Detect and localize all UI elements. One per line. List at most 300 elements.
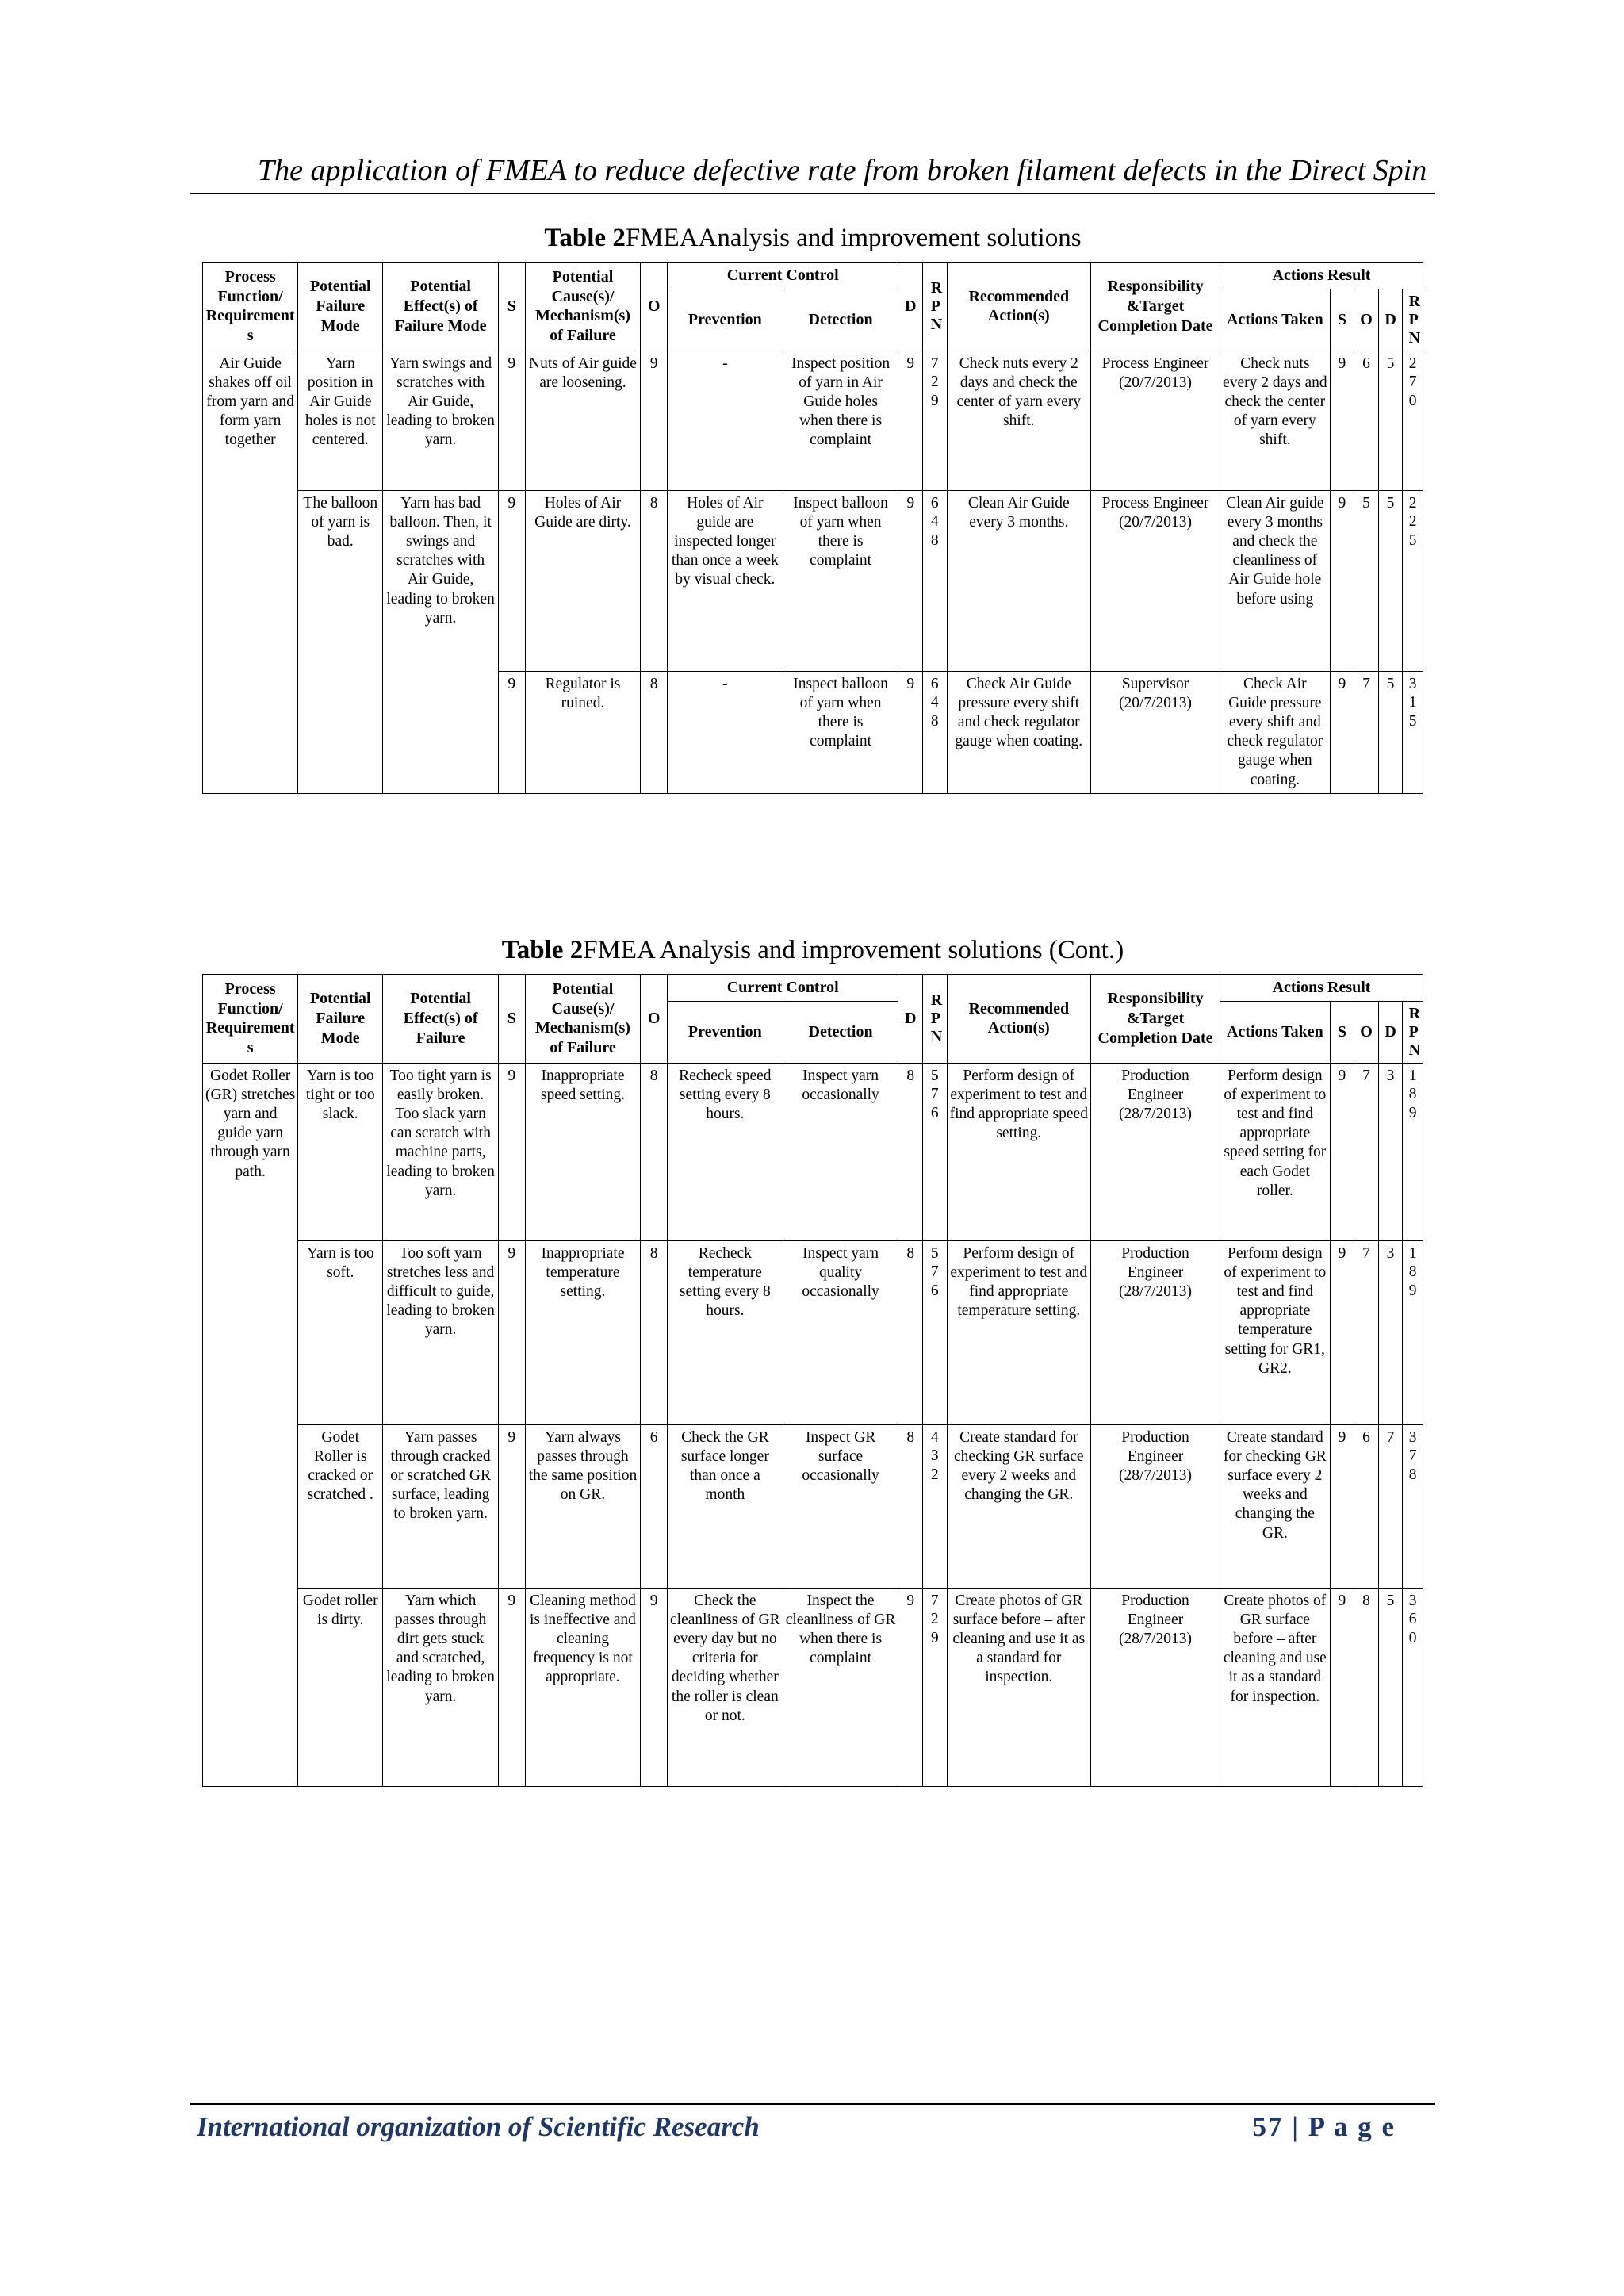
col-header-failure-mode (298, 263, 383, 351)
col-header-detection-text: Detection (808, 310, 873, 328)
col-header-responsibility (1090, 263, 1220, 351)
cause-cell (525, 1063, 641, 1240)
rpn-cell-text: 432 (930, 1428, 939, 1483)
result-rpn-cell (1403, 490, 1423, 671)
result-detection-cell (1378, 1588, 1403, 1786)
process-function-cell (203, 351, 298, 793)
detection-cell-text: Inspect position of yarn in Air Guide holes when there is complaint (791, 355, 891, 449)
col-header-effect (383, 263, 499, 351)
rpn-cell-text: 729 (930, 355, 939, 409)
failure-effect-cell (383, 1240, 499, 1424)
severity-cell-text: 9 (508, 1244, 516, 1262)
result-occurrence-cell-text: 5 (1362, 494, 1370, 512)
prevention-cell (667, 1424, 783, 1588)
col-header-rpn-result-text: RPN (1408, 292, 1421, 347)
severity-cell (498, 1424, 525, 1588)
result-detection-cell (1378, 671, 1403, 793)
result-severity-cell (1330, 1063, 1354, 1240)
cause-cell (525, 490, 641, 671)
col-header-s-result (1330, 1001, 1354, 1063)
detection-rating-cell-text: 9 (906, 1592, 915, 1609)
result-detection-cell-text: 5 (1386, 355, 1395, 372)
recommended-action-cell-text: Perform design of experiment to test and find appropriate speed setting. (949, 1067, 1088, 1142)
recommended-action-cell-text: Check Air Guide pressure every shift and check regulator gauge when coating. (955, 675, 1083, 750)
failure-effect-cell-text: Yarn has bad balloon. Then, it swings and scratches with Air Guide, leading to broken yarn. (386, 494, 495, 627)
cause-cell-text: Inappropriate speed setting. (540, 1067, 626, 1103)
recommended-action-cell (947, 1588, 1090, 1786)
detection-rating-cell (898, 1240, 923, 1424)
prevention-cell-text: Check the cleanliness of GR every day but no criteria for deciding whether the roller is clean or not. (670, 1592, 780, 1724)
failure-mode-cell (298, 1240, 383, 1424)
prevention-cell (667, 671, 783, 793)
failure-mode-cell (298, 490, 383, 793)
col-header-cause-text: Potential Cause(s)/ Mechanism(s) of Failure (534, 979, 630, 1057)
col-header-s-result-text: S (1337, 310, 1346, 328)
responsibility-cell-text: Production Engineer (28/7/2013) (1118, 1592, 1193, 1648)
result-severity-cell-text: 9 (1338, 355, 1346, 372)
occurrence-cell (641, 1424, 668, 1588)
result-severity-cell (1330, 1240, 1354, 1424)
table-row (203, 1588, 1423, 1786)
result-rpn-cell (1403, 1240, 1423, 1424)
detection-cell (783, 1240, 898, 1424)
col-header-action (947, 975, 1090, 1064)
footer-organization: International organization of Scientific Research (197, 2111, 760, 2142)
rpn-cell-text: 648 (930, 494, 939, 549)
col-header-d-text: D (905, 297, 917, 315)
recommended-action-cell (947, 671, 1090, 793)
col-header-process-text: Process Function/ Requirements (205, 979, 295, 1057)
cause-cell (525, 351, 641, 490)
severity-cell (498, 351, 525, 490)
actions-taken-cell (1220, 1588, 1331, 1786)
responsibility-cell (1090, 1063, 1220, 1240)
col-header-cause (525, 975, 641, 1064)
result-rpn-cell-text: 270 (1408, 355, 1417, 409)
running-header (190, 94, 1435, 194)
failure-mode-cell (298, 351, 383, 490)
actions-taken-cell (1220, 1240, 1331, 1424)
result-severity-cell (1330, 490, 1354, 671)
detection-rating-cell (898, 351, 923, 490)
recommended-action-cell-text: Clean Air Guide every 3 months. (967, 494, 1070, 531)
occurrence-cell-text: 8 (649, 494, 658, 512)
detection-cell (783, 490, 898, 671)
result-occurrence-cell (1354, 1063, 1379, 1240)
col-header-prevention (667, 289, 783, 351)
failure-effect-cell-text: Yarn which passes through dirt gets stuck and scratched, leading to broken yarn. (386, 1592, 495, 1705)
responsibility-cell-text: Production Engineer (28/7/2013) (1118, 1244, 1193, 1301)
detection-rating-cell (898, 1063, 923, 1240)
detection-rating-cell (898, 1588, 923, 1786)
failure-mode-cell-text: Yarn position in Air Guide holes is not centered. (304, 355, 376, 449)
prevention-cell-text: - (722, 675, 728, 692)
rpn-cell-text: 576 (930, 1067, 939, 1121)
cause-cell-text: Inappropriate temperature setting. (541, 1244, 625, 1301)
result-rpn-cell-text: 378 (1408, 1428, 1417, 1483)
detection-cell (783, 1063, 898, 1240)
severity-cell (498, 671, 525, 793)
col-header-detection-text: Detection (808, 1022, 873, 1041)
recommended-action-cell-text: Perform design of experiment to test and find appropriate temperature setting. (950, 1244, 1088, 1320)
col-header-current-control-text: Current Control (726, 979, 839, 996)
result-occurrence-cell-text: 8 (1362, 1592, 1370, 1609)
result-detection-cell (1378, 490, 1403, 671)
severity-cell (498, 1063, 525, 1240)
result-detection-cell-text: 5 (1386, 1592, 1395, 1609)
severity-cell-text: 9 (508, 1592, 516, 1609)
col-header-rpn-text: RPN (930, 991, 943, 1045)
prevention-cell-text: Recheck speed setting every 8 hours. (679, 1067, 772, 1123)
detection-cell (783, 671, 898, 793)
responsibility-cell (1090, 1588, 1220, 1786)
responsibility-cell (1090, 1240, 1220, 1424)
col-header-s (498, 975, 525, 1064)
detection-cell-text: Inspect yarn occasionally (802, 1067, 879, 1103)
result-occurrence-cell (1354, 1424, 1379, 1588)
col-header-rpn (923, 263, 948, 351)
col-header-d (898, 975, 923, 1064)
severity-cell (498, 490, 525, 671)
col-header-failure-mode-text: Potential Failure Mode (309, 278, 371, 335)
header-row (203, 975, 1423, 1002)
table-row (203, 1240, 1423, 1424)
table-row (203, 351, 1423, 490)
occurrence-cell (641, 490, 668, 671)
col-header-actions-result-text: Actions Result (1272, 979, 1371, 996)
table-2-caption-number: Table 2 (501, 936, 584, 964)
responsibility-cell (1090, 490, 1220, 671)
fmea-table-1 (202, 262, 1423, 794)
occurrence-cell-text: 8 (649, 1244, 658, 1262)
result-occurrence-cell-text: 7 (1362, 1244, 1370, 1262)
col-header-action (947, 263, 1090, 351)
actions-taken-cell-text: Check nuts every 2 days and check the center of yarn every shift. (1223, 355, 1327, 449)
col-header-actions-result-text: Actions Result (1272, 266, 1371, 284)
table-2-caption (202, 936, 1423, 965)
table-1-caption-number: Table 2 (544, 224, 626, 252)
result-rpn-cell-text: 360 (1408, 1592, 1417, 1646)
recommended-action-cell-text: Check nuts every 2 days and check the center of yarn every shift. (956, 355, 1081, 430)
prevention-cell (667, 1240, 783, 1424)
result-rpn-cell (1403, 1424, 1423, 1588)
col-header-prevention-text: Prevention (688, 1022, 762, 1041)
col-header-effect-text: Potential Effect(s) of Failure Mode (394, 278, 487, 335)
recommended-action-cell (947, 490, 1090, 671)
responsibility-cell-text: Supervisor (20/7/2013) (1118, 675, 1193, 711)
result-severity-cell (1330, 351, 1354, 490)
recommended-action-cell (947, 351, 1090, 490)
recommended-action-cell (947, 1240, 1090, 1424)
rpn-cell-text: 576 (930, 1244, 939, 1299)
result-detection-cell (1378, 1240, 1403, 1424)
severity-cell-text: 9 (508, 1067, 516, 1084)
failure-mode-cell-text: Godet Roller is cracked or scratched . (307, 1428, 373, 1504)
col-header-effect (383, 975, 499, 1064)
table-2-caption-text: FMEA Analysis and improvement solutions (Cont.) (583, 936, 1124, 964)
severity-cell-text: 9 (508, 494, 516, 512)
detection-rating-cell-text: 8 (906, 1428, 915, 1446)
actions-taken-cell (1220, 490, 1331, 671)
prevention-cell (667, 1063, 783, 1240)
col-header-o-result-text: O (1360, 1022, 1373, 1041)
col-header-effect-text: Potential Effect(s) of Failure (403, 990, 478, 1047)
col-header-rpn (923, 975, 948, 1064)
result-occurrence-cell-text: 7 (1362, 1067, 1370, 1084)
severity-cell-text: 9 (508, 675, 516, 692)
col-header-s-text: S (507, 1010, 516, 1027)
col-header-d-result-text: D (1385, 310, 1396, 328)
responsibility-cell (1090, 351, 1220, 490)
col-header-process-text: Process Function/ Requirements (205, 267, 295, 345)
result-rpn-cell (1403, 671, 1423, 793)
col-header-s (498, 263, 525, 351)
result-occurrence-cell (1354, 1588, 1379, 1786)
result-detection-cell-text: 3 (1386, 1067, 1395, 1084)
col-header-current-control (667, 975, 898, 1002)
actions-taken-cell (1220, 1424, 1331, 1588)
col-header-s-result-text: S (1337, 1022, 1346, 1041)
failure-mode-cell-text: The balloon of yarn is bad. (303, 494, 378, 550)
col-header-failure-mode (298, 975, 383, 1064)
cause-cell (525, 671, 641, 793)
prevention-cell (667, 1588, 783, 1786)
col-header-o-result-text: O (1360, 310, 1373, 328)
process-function-cell-text: Godet Roller (GR) stretches yarn and guide yarn through yarn path. (205, 1067, 296, 1180)
result-severity-cell-text: 9 (1338, 1244, 1346, 1262)
col-header-current-control (667, 263, 898, 289)
prevention-cell-text: - (722, 355, 728, 372)
failure-mode-cell-text: Yarn is too soft. (306, 1244, 374, 1281)
result-detection-cell-text: 3 (1386, 1244, 1395, 1262)
detection-rating-cell-text: 9 (906, 355, 915, 372)
col-header-action-text: Recommended Action(s) (968, 287, 1070, 325)
failure-effect-cell-text: Yarn passes through cracked or scratched GR surface, leading to broken yarn. (390, 1428, 491, 1523)
responsibility-cell-text: Process Engineer (20/7/2013) (1101, 494, 1209, 531)
col-header-actions-result (1220, 263, 1423, 289)
detection-cell (783, 1588, 898, 1786)
col-header-o-result (1354, 289, 1379, 351)
failure-effect-cell-text: Yarn swings and scratches with Air Guide, leading to broken yarn. (386, 355, 495, 449)
actions-taken-cell-text: Perform design of experiment to test and find appropriate temperature setting for GR1, GR2. (1224, 1244, 1327, 1377)
severity-cell-text: 9 (508, 355, 516, 372)
col-header-detection (783, 1001, 898, 1063)
col-header-responsibility (1090, 975, 1220, 1064)
severity-cell (498, 1588, 525, 1786)
actions-taken-cell-text: Create standard for checking GR surface every 2 weeks and changing the GR. (1223, 1428, 1327, 1542)
detection-rating-cell (898, 1424, 923, 1588)
col-header-o (641, 263, 668, 351)
result-occurrence-cell-text: 7 (1362, 675, 1370, 692)
responsibility-cell-text: Production Engineer (28/7/2013) (1118, 1067, 1193, 1123)
result-severity-cell-text: 9 (1338, 675, 1346, 692)
recommended-action-cell-text: Create standard for checking GR surface every 2 weeks and changing the GR. (954, 1428, 1084, 1504)
occurrence-cell (641, 1063, 668, 1240)
failure-mode-cell (298, 1424, 383, 1588)
table-row (203, 1424, 1423, 1588)
result-rpn-cell-text: 189 (1408, 1067, 1417, 1121)
col-header-detection (783, 289, 898, 351)
fmea-table-2 (202, 974, 1423, 1787)
col-header-responsibility-text: Responsibility &Target Completion Date (1097, 990, 1213, 1047)
col-header-rpn-result (1403, 1001, 1423, 1063)
actions-taken-cell (1220, 1063, 1331, 1240)
prevention-cell (667, 490, 783, 671)
actions-taken-cell-text: Clean Air guide every 3 months and check the cleanliness of Air Guide hole before using (1226, 494, 1324, 608)
detection-rating-cell (898, 490, 923, 671)
detection-cell-text: Inspect yarn quality occasionally (802, 1244, 879, 1301)
responsibility-cell-text: Production Engineer (28/7/2013) (1118, 1428, 1193, 1485)
detection-cell (783, 351, 898, 490)
detection-cell (783, 1424, 898, 1588)
prevention-cell (667, 351, 783, 490)
failure-effect-cell (383, 351, 499, 490)
page-footer (190, 2103, 1435, 2160)
result-detection-cell-text: 5 (1386, 494, 1395, 512)
header-row (203, 263, 1423, 289)
result-severity-cell (1330, 1588, 1354, 1786)
col-header-actions-result (1220, 975, 1423, 1002)
result-severity-cell-text: 9 (1338, 1428, 1346, 1446)
occurrence-cell-text: 8 (649, 1067, 658, 1084)
col-header-rpn-text: RPN (930, 278, 943, 333)
col-header-o (641, 975, 668, 1064)
occurrence-cell-text: 9 (649, 1592, 658, 1609)
actions-taken-cell (1220, 351, 1331, 490)
occurrence-cell-text: 9 (649, 355, 658, 372)
recommended-action-cell (947, 1424, 1090, 1588)
result-occurrence-cell (1354, 671, 1379, 793)
rpn-cell (923, 671, 948, 793)
table-1-caption (202, 224, 1423, 253)
table-1-caption-text: FMEAAnalysis and improvement solutions (625, 224, 1082, 252)
result-detection-cell (1378, 1063, 1403, 1240)
recommended-action-cell-text: Create photos of GR surface before – after cleaning and use it as a standard for inspection. (952, 1592, 1086, 1686)
failure-mode-cell (298, 1588, 383, 1786)
rpn-cell (923, 1424, 948, 1588)
failure-effect-cell (383, 1424, 499, 1588)
result-detection-cell (1378, 351, 1403, 490)
responsibility-cell-text: Process Engineer (20/7/2013) (1101, 355, 1209, 391)
col-header-cause-text: Potential Cause(s)/ Mechanism(s) of Failure (534, 267, 630, 345)
result-severity-cell-text: 9 (1338, 494, 1346, 512)
rpn-cell (923, 1063, 948, 1240)
col-header-actions-taken (1220, 1001, 1331, 1063)
col-header-o-text: O (647, 1010, 661, 1027)
detection-rating-cell-text: 9 (906, 494, 915, 512)
actions-taken-cell-text: Create photos of GR surface before – after cleaning and use it as a standard for inspection. (1223, 1592, 1327, 1705)
process-function-cell-text: Air Guide shakes off oil from yarn and form yarn together (206, 355, 294, 449)
occurrence-cell (641, 1588, 668, 1786)
occurrence-cell-text: 8 (649, 675, 658, 692)
col-header-d-text: D (905, 1010, 917, 1027)
failure-mode-cell-text: Godet roller is dirty. (302, 1592, 378, 1628)
responsibility-cell (1090, 1424, 1220, 1588)
col-header-failure-mode-text: Potential Failure Mode (309, 990, 371, 1047)
col-header-rpn-result-text: RPN (1408, 1004, 1421, 1059)
result-occurrence-cell (1354, 351, 1379, 490)
prevention-cell-text: Check the GR surface longer than once a month (680, 1428, 769, 1504)
actions-taken-cell (1220, 671, 1331, 793)
detection-cell-text: Inspect balloon of yarn when there is complaint (793, 494, 888, 569)
result-rpn-cell (1403, 1588, 1423, 1786)
col-header-current-control-text: Current Control (726, 266, 839, 284)
rpn-cell-text: 648 (930, 675, 939, 730)
result-severity-cell-text: 9 (1338, 1067, 1346, 1084)
occurrence-cell (641, 1240, 668, 1424)
cause-cell-text: Holes of Air Guide are dirty. (534, 494, 631, 531)
col-header-responsibility-text: Responsibility &Target Completion Date (1097, 278, 1213, 335)
result-severity-cell (1330, 671, 1354, 793)
col-header-o-result (1354, 1001, 1379, 1063)
col-header-cause (525, 263, 641, 351)
occurrence-cell (641, 671, 668, 793)
result-severity-cell-text: 9 (1338, 1592, 1346, 1609)
rpn-cell (923, 351, 948, 490)
cause-cell-text: Regulator is ruined. (545, 675, 621, 711)
detection-rating-cell-text: 9 (906, 675, 915, 692)
detection-rating-cell (898, 671, 923, 793)
rpn-cell (923, 1240, 948, 1424)
col-header-process (203, 975, 298, 1064)
severity-cell (498, 1240, 525, 1424)
cause-cell-text: Yarn always passes through the same position on GR. (528, 1428, 638, 1504)
result-occurrence-cell-text: 6 (1362, 355, 1370, 372)
failure-effect-cell (383, 1588, 499, 1786)
result-detection-cell-text: 5 (1386, 675, 1395, 692)
cause-cell-text: Cleaning method is ineffective and cleaning frequency is not appropriate. (530, 1592, 636, 1686)
detection-cell-text: Inspect GR surface occasionally (802, 1428, 879, 1485)
result-severity-cell (1330, 1424, 1354, 1588)
table-row (203, 1063, 1423, 1240)
col-header-process (203, 263, 298, 351)
col-header-s-text: S (507, 297, 516, 315)
col-header-d (898, 263, 923, 351)
actions-taken-cell-text: Perform design of experiment to test and find appropriate speed setting for each Godet roller. (1224, 1067, 1327, 1199)
table-row (203, 490, 1423, 671)
col-header-s-result (1330, 289, 1354, 351)
result-occurrence-cell-text: 6 (1362, 1428, 1370, 1446)
occurrence-cell (641, 351, 668, 490)
result-occurrence-cell (1354, 1240, 1379, 1424)
failure-effect-cell (383, 490, 499, 793)
cause-cell (525, 1588, 641, 1786)
footer-page-number: 57 | P a g e (1252, 2111, 1396, 2142)
detection-cell-text: Inspect balloon of yarn when there is complaint (793, 675, 888, 750)
rpn-cell (923, 490, 948, 671)
col-header-rpn-result (1403, 289, 1423, 351)
rpn-cell-text: 729 (930, 1592, 939, 1646)
result-detection-cell (1378, 1424, 1403, 1588)
cause-cell (525, 1424, 641, 1588)
prevention-cell-text: Recheck temperature setting every 8 hours. (679, 1244, 771, 1320)
severity-cell-text: 9 (508, 1428, 516, 1446)
failure-effect-cell (383, 1063, 499, 1240)
process-function-cell (203, 1063, 298, 1786)
header-title: The application of FMEA to reduce defective rate from broken filament defects in the Direct Spin (258, 154, 1427, 187)
occurrence-cell-text: 6 (649, 1428, 658, 1446)
result-rpn-cell-text: 225 (1408, 494, 1417, 549)
failure-effect-cell-text: Too soft yarn stretches less and difficult to guide, leading to broken yarn. (386, 1244, 495, 1339)
rpn-cell (923, 1588, 948, 1786)
result-rpn-cell-text: 315 (1408, 675, 1417, 730)
col-header-actions-taken (1220, 289, 1331, 351)
failure-mode-cell-text: Yarn is too tight or too slack. (305, 1067, 375, 1123)
col-header-prevention (667, 1001, 783, 1063)
col-header-o-text: O (647, 297, 661, 315)
col-header-d-result (1378, 289, 1403, 351)
col-header-prevention-text: Prevention (688, 310, 762, 328)
